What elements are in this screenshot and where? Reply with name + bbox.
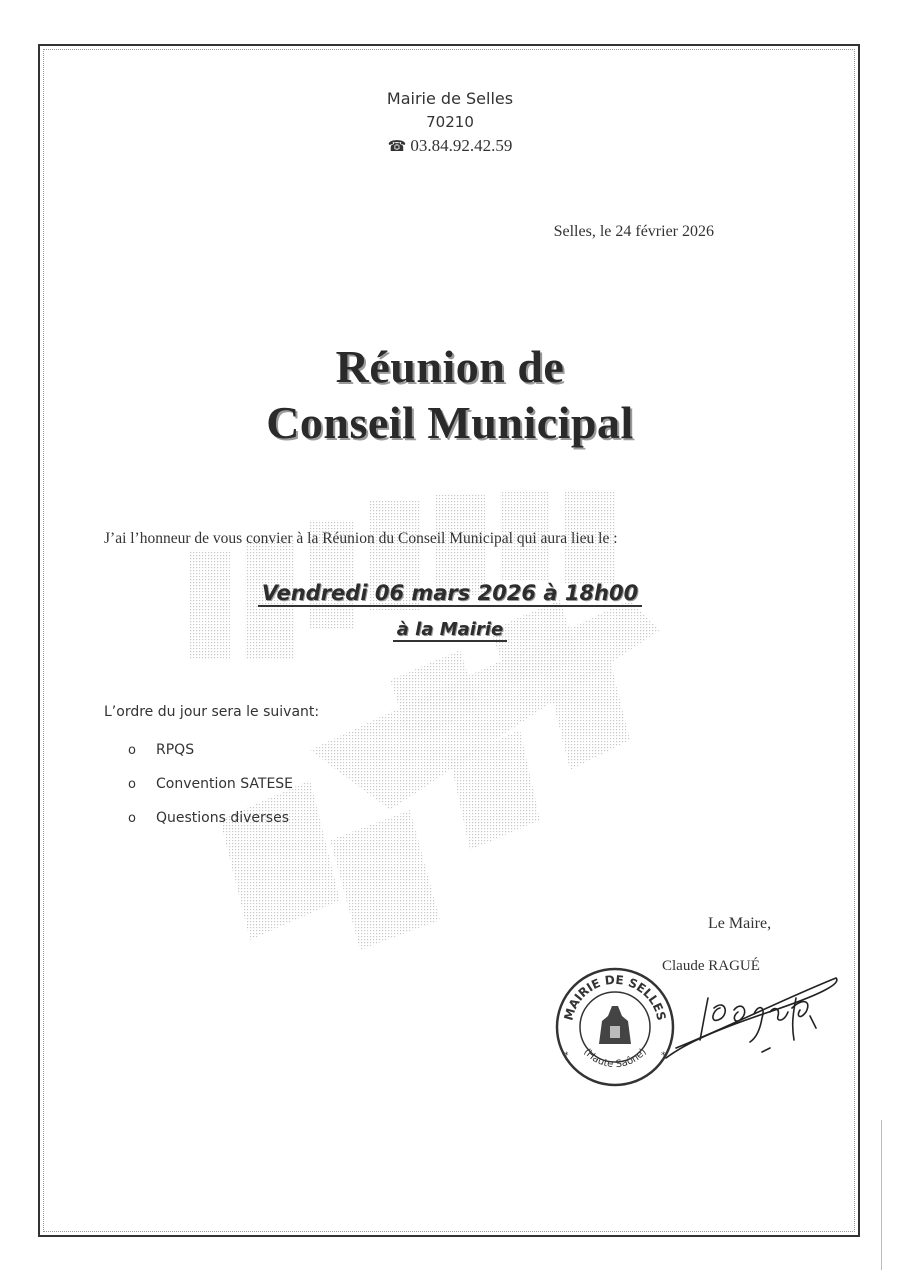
agenda-title: L’ordre du jour sera le suivant:: [104, 704, 320, 720]
agenda-item-text: Convention SATESE: [156, 776, 294, 792]
meeting-datetime-text: Vendredi 06 mars 2026 à 18h00: [258, 581, 642, 607]
bullet-icon: o: [128, 811, 136, 826]
svg-text:*: *: [564, 1051, 569, 1061]
title-line-2: Conseil Municipal: [266, 397, 634, 448]
postal-code: 70210: [426, 113, 474, 131]
agenda-item-text: Questions diverses: [156, 810, 289, 826]
mayor-signature: [646, 968, 846, 1078]
bullet-icon: o: [128, 743, 136, 758]
phone-icon: ☎: [387, 139, 407, 155]
bullet-icon: o: [128, 777, 136, 792]
phone-line: [0, 136, 900, 156]
agenda-list: [128, 740, 293, 842]
mayor-name: Claude RAGUÉ: [662, 958, 760, 974]
title-line-1: Réunion de: [335, 341, 565, 392]
svg-text:MAIRIE DE SELLES: MAIRIE DE SELLES: [561, 972, 669, 1022]
agenda-item-text: RPQS: [156, 742, 195, 758]
org-name: Mairie de Selles: [386, 89, 514, 108]
date-line: Selles, le 24 février 2026: [553, 223, 714, 240]
phone-number: 03.84.92.42.59: [410, 136, 513, 155]
council-room-watermark: [160, 480, 680, 960]
agenda-item: [128, 774, 293, 808]
meeting-place: [0, 619, 900, 640]
agenda-item: [128, 740, 293, 774]
agenda-item: [128, 808, 293, 842]
margin-line: [881, 1120, 882, 1270]
meeting-place-text: à la Mairie: [393, 619, 507, 642]
svg-text:*: *: [661, 1051, 666, 1061]
meeting-datetime: [0, 581, 900, 605]
invitation-text: J’ai l’honneur de vous convier à la Réunion du Conseil Municipal qui aura lieu le :: [104, 530, 618, 547]
mayor-title: Le Maire,: [708, 915, 772, 932]
svg-text:(Haute Saône): (Haute Saône): [581, 1046, 649, 1071]
